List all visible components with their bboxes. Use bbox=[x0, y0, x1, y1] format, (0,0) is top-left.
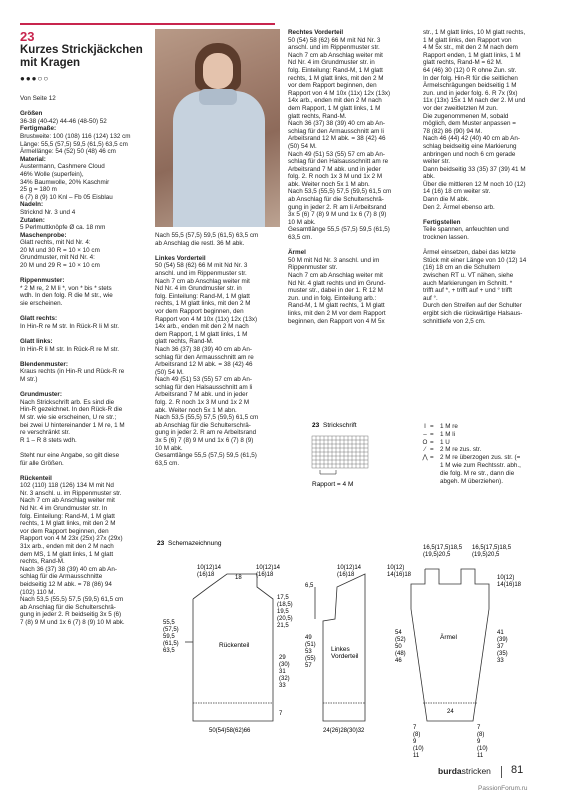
col3-line: rechts, 1 M glatt links, mit den 2 M bbox=[288, 74, 384, 82]
col1-line: gung in jeder 2. R beidseitig 3x 5 (6) bbox=[20, 611, 122, 619]
legend-row bbox=[420, 454, 521, 462]
col3-line: ab Anschlag für die Schulterschrä- bbox=[288, 196, 384, 204]
col1-line: In Hin-R li M str. In Rück-R re M str. bbox=[20, 345, 120, 353]
col1-line: Rapport von 4 M 23x (25x) 27x (29x) bbox=[20, 535, 123, 543]
col4-line: Über die mittleren 12 M noch 10 (12) bbox=[423, 180, 526, 188]
legend-row bbox=[420, 423, 521, 431]
col2-line: Gesamtlänge 55,5 (57,5) 59,5 (61,5) bbox=[155, 452, 257, 460]
col4-line: weiter str. bbox=[423, 158, 450, 166]
legend-symbol bbox=[420, 462, 430, 470]
col1-line: Blendenmuster: bbox=[20, 360, 68, 368]
col3-line: 63,5 cm. bbox=[288, 234, 313, 242]
sleeve-bottom-mid-dim: 24 bbox=[447, 709, 454, 715]
col1-line: Glatt rechts, mit Nd Nr. 4: bbox=[20, 239, 91, 247]
col1-line: rechts, Rand-M. bbox=[20, 558, 65, 566]
stitch-chart bbox=[310, 420, 410, 505]
legend-row bbox=[420, 470, 521, 478]
col2-line: Nach 55,5 (57,5) 59,5 (61,5) 63,5 cm bbox=[155, 232, 259, 239]
back-top-left-dim: 10(12)14 (16)18 bbox=[197, 565, 222, 578]
col1-line: Fertigmaße: bbox=[20, 125, 57, 133]
sleeve-left-height-dim: 54 (52) 50 (48) 46 bbox=[395, 630, 406, 664]
col1-line bbox=[20, 308, 150, 316]
col4-line: Ärmelschrägungen beidseitig 1 M bbox=[423, 82, 517, 90]
legend-text: 1 M wie zum Rechtsstr. abh., bbox=[440, 461, 521, 469]
col1-line: Material: bbox=[20, 155, 46, 163]
legend-text: 2 M re zus. str. bbox=[440, 446, 482, 454]
back-top-mid-dim: 18 bbox=[235, 575, 242, 581]
col4-line: schnittiefe von 2,5 cm. bbox=[423, 317, 486, 325]
col1-line: 20 M und 29 R = 10 × 10 cm bbox=[20, 262, 100, 270]
col1-line: Stricknd Nr. 3 und 4 bbox=[20, 208, 76, 216]
col1-line: Grundmuster: bbox=[20, 391, 62, 399]
col4-line: auch Markierungen im Schnitt. * bbox=[423, 279, 513, 287]
photo-cardigan bbox=[173, 91, 265, 227]
col2-line: Nach 49 (51) 53 (55) 57 cm ab An- bbox=[155, 376, 252, 384]
col2-line: Nd Nr. 4 im Grundmuster str. in bbox=[155, 285, 242, 293]
back-rib-dim: 7 bbox=[279, 711, 283, 717]
sleeve-top-right-dim: 16,5(17,5)18,5 (19,5)20,5 bbox=[472, 545, 512, 558]
col2-line: (50) 54 M. bbox=[155, 368, 184, 376]
legend-text: 1 M re bbox=[440, 423, 458, 430]
symbol-legend bbox=[420, 423, 521, 485]
column-1 bbox=[20, 95, 150, 627]
col2-line: 10 M abk. bbox=[155, 444, 183, 452]
col2-line: Rapport von 4 M 10x (11x) 12x (13x) bbox=[155, 315, 258, 323]
col1-line: re verschränkt str. bbox=[20, 429, 71, 437]
col2-line: gung in jeder 2. R am re Arbeitsrand bbox=[155, 429, 257, 437]
legend-symbol: ⋀ bbox=[422, 454, 428, 462]
col1-line: * 2 M re, 2 M li *, von * bis * stets bbox=[20, 284, 112, 292]
schematic-title: Schemazeichnung bbox=[168, 540, 222, 547]
col1-line bbox=[20, 103, 150, 111]
legend-symbol: – bbox=[423, 430, 427, 438]
col1-line: dem MS, 1 M glatt links, 1 M glatt bbox=[20, 550, 114, 558]
col4-line: auf °. bbox=[423, 294, 438, 302]
sleeve-bottom-right-dim: 7 (8) 9 (10) 11 bbox=[477, 725, 488, 759]
col3-line: 3x 5 (6) 7 (8) 9 M und 1x 6 (7) 8 (9) bbox=[288, 211, 387, 219]
col1-line: 46% Wolle (superfein), bbox=[20, 170, 84, 178]
col3-line: Arbeitsrand 12 M abk. = 38 (42) 46 bbox=[288, 135, 386, 143]
col2-line bbox=[155, 247, 285, 255]
col1-line: wdh. In den folg. R die M str., wie bbox=[20, 292, 113, 300]
col3-line bbox=[288, 242, 418, 250]
col1-line: (102) 110 M. bbox=[20, 588, 56, 596]
col3-line: muster str., dabei in der 1. R 12 M bbox=[288, 287, 383, 295]
col2-line: ab Anschlag für die Schulterschrä- bbox=[155, 421, 251, 429]
col3-line: Rechtes Vorderteil bbox=[288, 29, 344, 36]
legend-equals: = bbox=[430, 430, 434, 438]
col1-line: Hin-R gezeichnet. In den Rück-R die bbox=[20, 406, 123, 414]
col2-line: Nach 7 cm ab Anschlag weiter mit bbox=[155, 277, 250, 285]
rapport-label: Rapport = 4 M bbox=[312, 481, 354, 488]
col1-line: 25 g = 180 m bbox=[20, 186, 57, 194]
col1-line: 20 M und 30 R = 10 × 10 cm bbox=[20, 246, 100, 254]
page-number: 81 bbox=[511, 764, 524, 776]
col4-line: zwischen RT u. VT nähen, siehe bbox=[423, 272, 514, 279]
col4-line: Durch den Streifen auf der Schulter bbox=[423, 302, 522, 310]
col4-line: Dann beidseitig 33 (35) 37 (39) 41 M bbox=[423, 165, 526, 173]
col1-line: Maschenprobe: bbox=[20, 231, 67, 239]
col3-line: Nach 7 cm ab Anschlag weiter mit bbox=[288, 51, 383, 59]
col1-line: Austermann, Cashmere Cloud bbox=[20, 163, 105, 171]
col1-line: bei zwei U hintereinander 1 M re, 1 M bbox=[20, 421, 125, 429]
col2-line: schlag für den Armausschnitt am re bbox=[155, 353, 254, 361]
col1-line: Kraus rechts (in Hin-R und Rück-R re bbox=[20, 368, 125, 376]
column-4 bbox=[423, 29, 558, 325]
col4-line: schlag beidseitig eine Markierung bbox=[423, 142, 517, 150]
legend-equals: = bbox=[430, 438, 434, 446]
front-bottom-dim: 24(26)28(30)32 bbox=[323, 728, 365, 734]
col3-line: 10 M abk. bbox=[288, 218, 316, 226]
col1-line bbox=[20, 467, 150, 475]
sleeve-top-left-dim: 16,5(17,5)18,5 (19,5)20,5 bbox=[423, 545, 463, 558]
pattern-number: 23 bbox=[20, 29, 35, 44]
col3-line: schlag für den Armausschnitt am li bbox=[288, 127, 384, 135]
col1-line: beidseitig 12 M abk. = 78 (86) 94 bbox=[20, 581, 112, 588]
col3-line: links, mit den 2 M vor dem Rapport bbox=[288, 309, 386, 317]
legend-text: 1 M li bbox=[440, 430, 456, 438]
watermark: PassionForum.ru bbox=[478, 785, 528, 792]
col1-line: Nach Strickschrift arb. Es sind die bbox=[20, 398, 115, 406]
stitch-chart-title: Strickschrift bbox=[323, 422, 357, 429]
legend-text: 2 M re überzogen zus. str. (= bbox=[440, 454, 521, 462]
stitch-grid bbox=[312, 436, 368, 468]
col3-line: Rand-M, 1 M glatt rechts, 1 M glatt bbox=[288, 302, 385, 310]
col3-line: folg. Einteilung: Rand-M, 1 M glatt bbox=[288, 66, 383, 74]
col4-line: 4 M 5x str., mit den 2 M nach dem bbox=[423, 44, 518, 52]
col1-line bbox=[20, 444, 150, 452]
col2-line: dem Rapport, 1 M glatt links, 1 M bbox=[155, 330, 248, 338]
col3-line: vor dem Rapport beginnen, den bbox=[288, 82, 377, 90]
legend-symbol: O bbox=[422, 438, 428, 446]
col2-line: Linkes Vorderteil bbox=[155, 254, 206, 262]
col4-line: Rapport enden, 1 M glatt links, 1 M bbox=[423, 51, 521, 59]
back-side-dim: 29 (30) 31 (32) 33 bbox=[279, 655, 290, 689]
col3-line: Rapport von 4 M 10x (11x) 12x (13x) bbox=[288, 89, 391, 97]
brand-rest: stricken bbox=[461, 766, 491, 776]
col3-line: Nd Nr. 4 im Grundmuster str. in bbox=[288, 59, 375, 67]
col1-line: Größen bbox=[20, 110, 43, 118]
col3-line: glatt rechts, Rand-M. bbox=[288, 112, 347, 120]
col3-line: 50 M mit Nd Nr. 3 anschl. und im bbox=[288, 256, 380, 264]
col3-line: gung in jeder 2. R am li Arbeitsrand bbox=[288, 203, 387, 211]
col1-line: Steht nur eine Angabe, so gilt diese bbox=[20, 451, 120, 459]
photo-collar bbox=[199, 89, 237, 105]
col4-line: Die zugenommenen M, sobald bbox=[423, 112, 509, 120]
model-photo bbox=[155, 29, 280, 227]
sleeve-cap-right-dim: 10(12) 14(16)18 bbox=[497, 575, 522, 588]
back-bottom-dim: 50(54)58(62)66 bbox=[209, 728, 251, 734]
col4-line: zun. und in jeder folg. 6. R 7x (9x) bbox=[423, 89, 518, 97]
col1-line: Rückenteil bbox=[20, 474, 52, 482]
col3-line: dem Rapport, 1 M glatt links, 1 M bbox=[288, 104, 381, 112]
col1-line: Nd Nr. 4 im Grundmuster str. In bbox=[20, 505, 108, 513]
col1-line: 102 (110) 118 (126) 134 M mit Nd bbox=[20, 482, 114, 490]
col2-line: folg. 2. R noch 1x 3 M und 1x 2 M bbox=[155, 399, 250, 407]
col3-line: beginnen, den Rapport von 4 M 5x bbox=[288, 317, 385, 325]
back-top-right-dim: 10(12)14 (16)18 bbox=[256, 565, 281, 578]
col1-line: Rippenmuster: bbox=[20, 277, 65, 285]
column-2 bbox=[155, 232, 285, 467]
col2-line: 50 (54) 58 (62) 66 M mit Nd Nr. 3 bbox=[155, 262, 248, 270]
col2-line: anschl. und im Rippenmuster str. bbox=[155, 269, 247, 277]
sleeve-right-height-dim: 41 (39) 37 (35) 33 bbox=[497, 630, 508, 664]
col3-line: anschl. und im Rippenmuster str. bbox=[288, 44, 380, 52]
col3-line: 50 (54) 58 (62) 66 M mit Nd Nr. 3 bbox=[288, 36, 381, 44]
col2-line: Nach 53,5 (55,5) 57,5 (59,5) 61,5 cm bbox=[155, 414, 259, 422]
legend-equals bbox=[430, 470, 440, 478]
back-armhole-dim: 17,5 (18,5) 19,5 (20,5) 21,5 bbox=[277, 595, 293, 629]
col4-line: möglich, dem Muster anpassen = bbox=[423, 120, 516, 128]
col2-line: 14x arb., enden mit den 2 M nach bbox=[155, 323, 249, 331]
col3-line: Ärmel bbox=[288, 249, 306, 257]
difficulty-rating: ●●●○○ bbox=[20, 74, 50, 83]
col1-line bbox=[20, 330, 150, 338]
col1-line: Nadeln: bbox=[20, 201, 44, 209]
col3-line: Nd Nr. 4 glatt rechts und im Grund- bbox=[288, 279, 386, 287]
col1-line: 7 (8) 9 M und 1x 6 (7) 8 (9) 10 M abk. bbox=[20, 618, 125, 626]
col1-line bbox=[20, 353, 150, 361]
sleeve-outline bbox=[411, 569, 489, 721]
legend-equals bbox=[430, 478, 440, 486]
col1-line: 6 (7) 8 (9) 10 Knl – Fb 05 Eisblau bbox=[20, 193, 113, 201]
legend-text: 1 U bbox=[440, 438, 450, 446]
col1-line: Nach 53,5 (55,5) 57,5 (59,5) 61,5 cm bbox=[20, 596, 124, 604]
col4-line: 78 (82) 86 (90) 94 M. bbox=[423, 127, 483, 135]
col1-line: Ärmellänge: 54 (52) 50 (48) 46 cm bbox=[20, 148, 116, 156]
legend-equals: = bbox=[430, 454, 434, 462]
col1-line: Von Seite 12 bbox=[20, 95, 56, 102]
col1-line: ab Anschlag für die Schulterschrä- bbox=[20, 603, 116, 611]
col2-line: 63,5 cm. bbox=[155, 459, 180, 467]
back-height-dim: 55,5 (57,5) 59,5 (61,5) 63,5 bbox=[163, 620, 179, 654]
col2-line: Arbeitsrand 12 M abk. = 38 (42) 46 bbox=[155, 361, 253, 369]
sleeve-bottom-left-dim: 7 (8) 9 (10) 11 bbox=[413, 725, 424, 759]
schematic-drawing bbox=[155, 539, 555, 759]
col1-line: Grundmuster, mit Nd Nr. 4: bbox=[20, 254, 95, 262]
col3-line: 14x arb., enden mit den 2 M nach bbox=[288, 97, 382, 105]
col4-line: trifft auf *, + trifft auf + und ° trifft bbox=[423, 287, 512, 295]
col2-line: Arbeitsrand 7 M abk. und in jeder bbox=[155, 391, 248, 399]
col4-line: ergibt sich die rückwärtige Halsaus- bbox=[423, 309, 523, 317]
col3-line: Nach 7 cm ab Anschlag weiter mit bbox=[288, 272, 383, 279]
col4-line: Nach 46 (44) 42 (40) 40 cm ab An- bbox=[423, 135, 520, 143]
col4-line: abk. bbox=[423, 173, 435, 181]
col3-line: Arbeitsrand 7 M abk. und in jeder bbox=[288, 165, 381, 173]
col2-line: vor dem Rapport beginnen, den bbox=[155, 307, 244, 315]
legend-equals: = bbox=[430, 446, 434, 454]
col3-line: Nach 53,5 (55,5) 57,5 (59,5) 61,5 cm bbox=[288, 188, 392, 196]
legend-text: abgeh. M überziehen). bbox=[440, 477, 504, 485]
sleeve-cap-left-dim: 10(12) 14(16)18 bbox=[387, 565, 412, 578]
col1-line: Zutaten: bbox=[20, 216, 45, 224]
column-3 bbox=[288, 29, 418, 325]
front-top-dim: 10(12)14 (16)18 bbox=[337, 565, 362, 578]
legend-equals: = bbox=[430, 423, 434, 430]
front-neck-dim: 6,5 bbox=[305, 583, 314, 589]
legend-symbol bbox=[420, 478, 430, 486]
col4-line: glatt rechts, Rand-M = 62 M. bbox=[423, 59, 503, 67]
col3-line: Nach 49 (51) 53 (55) 57 cm ab An- bbox=[288, 150, 385, 158]
col4-line: 14 (16) 18 cm weiter str. bbox=[423, 188, 491, 196]
footer-brand bbox=[438, 766, 491, 776]
col2-line: rechts, 1 M glatt links, mit den 2 M bbox=[155, 300, 251, 308]
col4-line: 64 (46) 30 (12) 0 R ohne Zun. str. bbox=[423, 66, 517, 74]
col4-line: anbringen und noch 6 cm gerade bbox=[423, 150, 516, 158]
col1-line: In Hin-R re M str. In Rück-R li M str. bbox=[20, 322, 120, 330]
col2-line: Nach 36 (37) 38 (39) 40 cm ab An- bbox=[155, 345, 252, 353]
col1-line: Glatt rechts: bbox=[20, 315, 58, 323]
col2-line: abk. Weiter noch 5x 1 M abn. bbox=[155, 406, 237, 414]
col1-line bbox=[20, 384, 150, 392]
col1-line: 34% Baumwolle, 20% Kaschmir bbox=[20, 178, 110, 186]
back-piece-label: Rückenteil bbox=[219, 642, 250, 649]
header-rule bbox=[20, 23, 275, 25]
col3-line: Gesamtlänge 55,5 (57,5) 59,5 (61,5) bbox=[288, 226, 390, 234]
col1-line: 31x arb., enden mit den 2 M nach bbox=[20, 543, 114, 551]
legend-row bbox=[420, 462, 521, 470]
front-height-dim: 49 (51) 53 (55) 57 bbox=[305, 635, 316, 669]
col3-line: Rippenmuster str. bbox=[288, 264, 338, 272]
legend-row bbox=[420, 439, 521, 447]
col1-line: vor dem Rapport beginnen, den bbox=[20, 527, 109, 535]
col2-line: schlag für den Halsausschnitt am li bbox=[155, 383, 253, 391]
col4-line: In der folg. Hin-R für die seitlichen bbox=[423, 74, 518, 82]
col1-line: Brustweite: 100 (108) 116 (124) 132 cm bbox=[20, 132, 131, 140]
col1-line: 5 Perlmuttknöpfe Ø ca. 18 mm bbox=[20, 224, 106, 232]
col1-line: 36-38 (40-42) 44-46 (48-50) 52 bbox=[20, 117, 107, 125]
legend-row bbox=[420, 478, 521, 486]
col4-line: (16) 18 cm an die Schultern bbox=[423, 264, 501, 272]
legend-text: die folg. M re str., dann die bbox=[440, 469, 515, 477]
col1-line: M str.) bbox=[20, 375, 38, 383]
col4-line: Fertigstellen bbox=[423, 218, 461, 226]
footer-separator bbox=[501, 766, 502, 778]
col4-line: Teile spannen, anfeuchten und bbox=[423, 226, 509, 234]
col4-line: Dann die M abk. bbox=[423, 196, 469, 204]
col4-line: Den 2. Ärmel ebenso arb. bbox=[423, 203, 495, 211]
schematic-number: 23 bbox=[157, 540, 165, 547]
col3-line: schlag für den Halsausschnitt am re bbox=[288, 158, 389, 166]
pattern-title: Kurzes Strickjäckchen mit Kragen bbox=[20, 44, 143, 69]
front-piece-label: Linkes Vorderteil bbox=[331, 646, 359, 660]
col3-line: (50) 54 M. bbox=[288, 142, 317, 150]
col3-line: abk. Weiter noch 5x 1 M abn. bbox=[288, 180, 370, 188]
col1-line: Nach 36 (37) 38 (39) 40 cm ab An- bbox=[20, 565, 117, 573]
legend-symbol: I bbox=[424, 423, 426, 430]
col4-line: Stück mit einer Länge von 10 (12) 14 bbox=[423, 256, 527, 264]
legend-symbol: ∕ bbox=[424, 446, 426, 454]
col4-line: 11x (13x) 15x 1 M nach der 2. M und bbox=[423, 97, 526, 105]
col1-line bbox=[20, 270, 150, 278]
col4-line: vor der zweitletzten M zun. bbox=[423, 104, 498, 112]
col1-line: für alle Größen. bbox=[20, 459, 64, 467]
col1-line: Glatt links: bbox=[20, 338, 53, 345]
col4-line: str., 1 M glatt links, 10 M glatt rechts, bbox=[423, 29, 526, 36]
col4-line: Ärmel einsetzen, dabei das letzte bbox=[423, 249, 516, 257]
col4-line: trocknen lassen. bbox=[423, 234, 469, 242]
stitch-chart-number: 23 bbox=[312, 422, 320, 429]
col3-line: folg. 2. R noch 1x 3 M und 1x 2 M bbox=[288, 173, 383, 181]
legend-symbol bbox=[420, 470, 430, 478]
col4-line bbox=[423, 211, 558, 219]
sleeve-label: Ärmel bbox=[440, 634, 457, 641]
col1-line: Länge: 55,5 (57,5) 59,5 (61,5) 63,5 cm bbox=[20, 140, 128, 148]
col2-line: ab Anschlag die restl. 36 M abk. bbox=[155, 239, 245, 247]
col1-line: R 1 – R 8 stets wdh. bbox=[20, 436, 77, 444]
col1-line: sie erscheinen. bbox=[20, 300, 63, 308]
col4-line: 1 M glatt links, den Rapport von bbox=[423, 36, 512, 44]
legend-equals bbox=[430, 462, 440, 470]
col1-line: schlag für die Armausschnitte bbox=[20, 573, 103, 581]
col1-line: M str. wie sie erscheinen, U re str.; bbox=[20, 413, 117, 421]
col3-line: zun. und in folg. Einteilung arb.: bbox=[288, 294, 377, 302]
col1-line: rechts, 1 M glatt links, mit den 2 M bbox=[20, 520, 116, 528]
photo-face bbox=[203, 53, 233, 89]
legend-row bbox=[420, 446, 521, 454]
col2-line: 3x 5 (6) 7 (8) 9 M und 1x 6 (7) 8 (9) bbox=[155, 437, 254, 445]
col3-line: Nach 36 (37) 38 (39) 40 cm ab An- bbox=[288, 120, 385, 128]
col1-line: Nr. 3 anschl. u. im Rippenmuster str. bbox=[20, 489, 122, 497]
col2-line: glatt rechts, Rand-M. bbox=[155, 338, 214, 346]
legend-row bbox=[420, 431, 521, 439]
col1-line: Nach 7 cm ab Anschlag weiter mit bbox=[20, 497, 115, 505]
brand-bold: burda bbox=[438, 766, 462, 776]
col2-line: folg. Einteilung: Rand-M, 1 M glatt bbox=[155, 292, 250, 300]
col1-line: folg. Einteilung: Rand-M, 1 M glatt bbox=[20, 512, 115, 520]
